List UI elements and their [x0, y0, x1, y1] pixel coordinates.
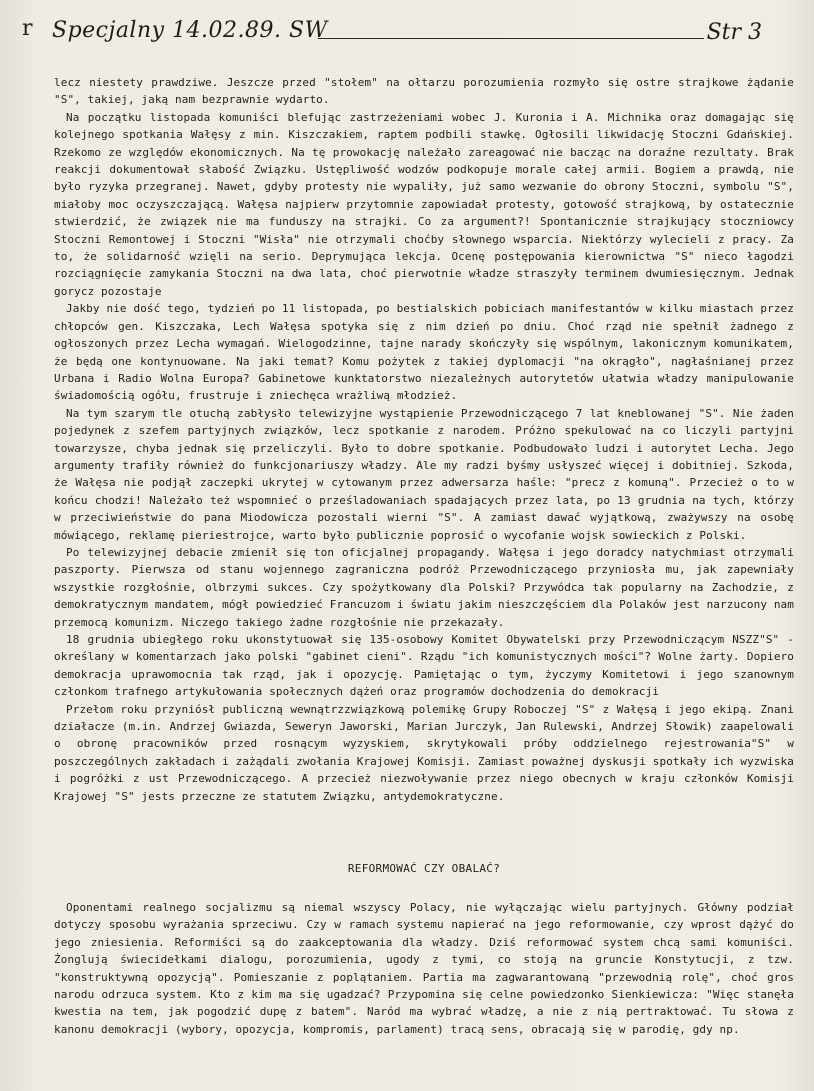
paragraph: lecz niestety prawdziwe. Jeszcze przed "stołem" na ołtarzu porozumienia rozmyło się ostre strajkowe żądanie "S", takiej, jaką nam bezprawnie wydarto.	[54, 76, 794, 107]
paragraph: Oponentami realnego socjalizmu są niemal wszyscy Polacy, nie wyłączając wielu partyjnych. Główny podział dotyczy sposobu wyrażania sprzeciwu. Czy w ramach systemu napierać na jego reformowanie, czy wprost dążyć do jego zniesienia. Reformiści są do zaakceptowania dla władzy. Dziś reformować system chcą sami komuniści. Żonglują świecidełkami dialogu, porozumienia, ugody z tymi, co stoją na gruncie Konstytucji, z tzw. "konstruktywną opozycją". Pomieszanie z poplątaniem. Partia ma zagwarantowaną "przewodnią rolę", choć gros narodu odrzuca system. Kto z kim ma się ugadzać? Przypomina się celne powiedzonko Sienkiewicza: "Więc stanęła kwestia na tem, jak pogodzić dupę z batem". Naród ma wybrać władzę, a nie z nią pertraktować. Tu słowa z kanonu demokracji (wybory, opozycja, kompromis, parlament) tracą sens, obracają się w parodię, gdy np.	[54, 901, 794, 1036]
paragraph: Po telewizyjnej debacie zmienił się ton oficjalnej propagandy. Wałęsa i jego doradcy natychmiast otrzymali paszporty. Pierwsza od stanu wojennego zagraniczna podróż Przewodniczącego przyniosła mu, jak zapewniały wszystkie rozgłośnie, olbrzymi sukces. Czy spożytkowany dla Polski? Przywódca tak popularny na Zachodzie, z demokratycznym mandatem, mógł powiedzieć Francuzom i światu jakim nieszczęściem dla Polaków jest narzucony nam przemocą komunizm. Niczego takiego żadne rozgłośnie nie przekazały.	[54, 545, 794, 629]
handwritten-header-title: Specjalny 14.02.89. SW	[52, 18, 328, 43]
section-heading: REFORMOWAĆ CZY OBALAĆ?	[347, 862, 501, 875]
paragraph: Na początku listopada komuniści blefując zastrzeżeniami wobec J. Kuronia i A. Michnika oraz domagając się kolejnego spotkania Wałęsy z min. Kiszczakiem, raptem podbili stawkę. Ogłosili likwidację Stoczni Gdańskiej. Rzekomo ze względów ekonomicznych. Na tę prowokację należało zareagować nie bacząc na doraźne rezultaty. Brak reakcji dokumentował słabość Związku. Ustępliwość wodzów podkopuje morale całej armii. Bogiem a prawdą, nie było ryzyka przegranej. Nawet, gdyby protesty nie wypaliły, już samo wezwanie do obrony Stoczni, symbolu "S", miałoby moc oczyszczającą. Wałęsa najpierw przytomnie zapowiadał protesty, gotowość strajkową, by ostatecznie stwierdzić, że związek nie ma funduszy na strajki. Co za argument?! Spontanicznie strajkujący stoczniowcy Stoczni Remontowej i Stoczni "Wisła" nie otrzymali choćby słownego wsparcia. Niektórzy wylecieli z pracy. Za to, że solidarność wzięli na serio. Deprymująca lekcja. Ocenę postępowania kierownictwa "S" nieco łagodzi rozciągnięcie zamykania Stoczni na dwa lata, choć pierwotnie władze straszyły terminem dwumiesięcznym. Jednak gorycz pozostaje	[54, 110, 794, 298]
paragraph: Przełom roku przyniósł publiczną wewnątrzzwiązkową polemikę Grupy Roboczej "S" z Wałęsą i jego ekipą. Znani działacze (m.in. Andrzej Gwiazda, Seweryn Jaworski, Marian Jurczyk, Jan Rulewski, Andrzej Słowik) zaapelowali o obronę pracowników przed rosnącym wyzyskiem, skrytykowali próby oddzielnego rejestrowania"S" w poszczególnych zakładach i zażądali zwołania Krajowej Komisji. Zamiast poważnej dyskusji spotkały ich wyzwiska i pogróżki z ust Przewodniczącego. A przecież niezwoływanie przez niego obecnych w kraju członków Komisji Krajowej "S" jests przeczne ze statutem Związku, antydemokratyczne.	[54, 702, 794, 803]
section-body	[54, 899, 794, 1038]
page-header	[0, 14, 814, 54]
paragraph: 18 grudnia ubiegłego roku ukonstytuował się 135-osobowy Komitet Obywatelski przy Przewodniczącym NSZZ"S" - określany w komentarzach jako polski "gabinet cieni". Rządu "ich komunistycznych mości"? Wolne żarty. Dopiero demokracja uprawomocnia tak rząd, jak i opozycję. Pamiętając o tym, życzymy Komitetowi i jego szanownym członkom trafnego artykułowania społecznych dążeń oraz programów dochodzenia do demokracji	[54, 633, 794, 699]
handwritten-margin-mark: r	[22, 16, 33, 41]
header-rule	[318, 38, 704, 39]
handwritten-page-number: Str 3	[706, 20, 762, 45]
article-body	[54, 74, 794, 805]
paragraph: Jakby nie dość tego, tydzień po 11 listopada, po bestialskich pobiciach manifestantów w kilku miastach przez chłopców gen. Kiszczaka, Lech Wałęsa spotyka się z nim dzień po dniu. Choć rząd nie spełnił żadnego z ogłoszonych przez Lecha wymagań. Wielogodzinne, tajne narady skończyły się wspólnym, lakonicznym komunikatem, że będą one kontynuowane. Na jaki temat? Komu pożytek z takiej dyplomacji "na okrągło", nagłaśnianej przez Urbana i Radio Wolna Europa? Gabinetowe kunktatorstwo niezależnych autorytetów ułatwia władzy manipulowanie świadomością ogółu, frustruje i zniechęca wrażliwą młodzież.	[54, 302, 794, 403]
paragraph: Na tym szarym tle otuchą zabłysło telewizyjne wystąpienie Przewodniczącego 7 lat kneblowanej "S". Nie żaden pojedynek z szefem partyjnych związków, lecz spotkanie z narodem. Próżno spekulować na co liczyli partyjni towarzysze, chyba jednak się przeliczyli. Było to dobre spotkanie. Podbudowało ludzi i autorytet Lecha. Jego argumenty trafiły również do funkcjonariuszy władzy. Ale my radzi byśmy usłyszeć więcej i dobitniej. Szkoda, że Wałęsa nie podjął zaczepki ukrytej w cytowanym przez adwersarza haśle: "precz z komuną". Przecież o to w końcu chodzi! Należało też wspomnieć o prześladowaniach spadających przez lata, po 13 grudnia na tych, którzy w przeciwieństwie do pana Miodowicza pozostali wierni "S". A zamiast dawać wyjątkową, zważywszy na osobę mówiącego, reklamę pieriestrojce, warto było publicznie poprosić o wycofanie wojsk sowieckich z Polski.	[54, 406, 794, 542]
